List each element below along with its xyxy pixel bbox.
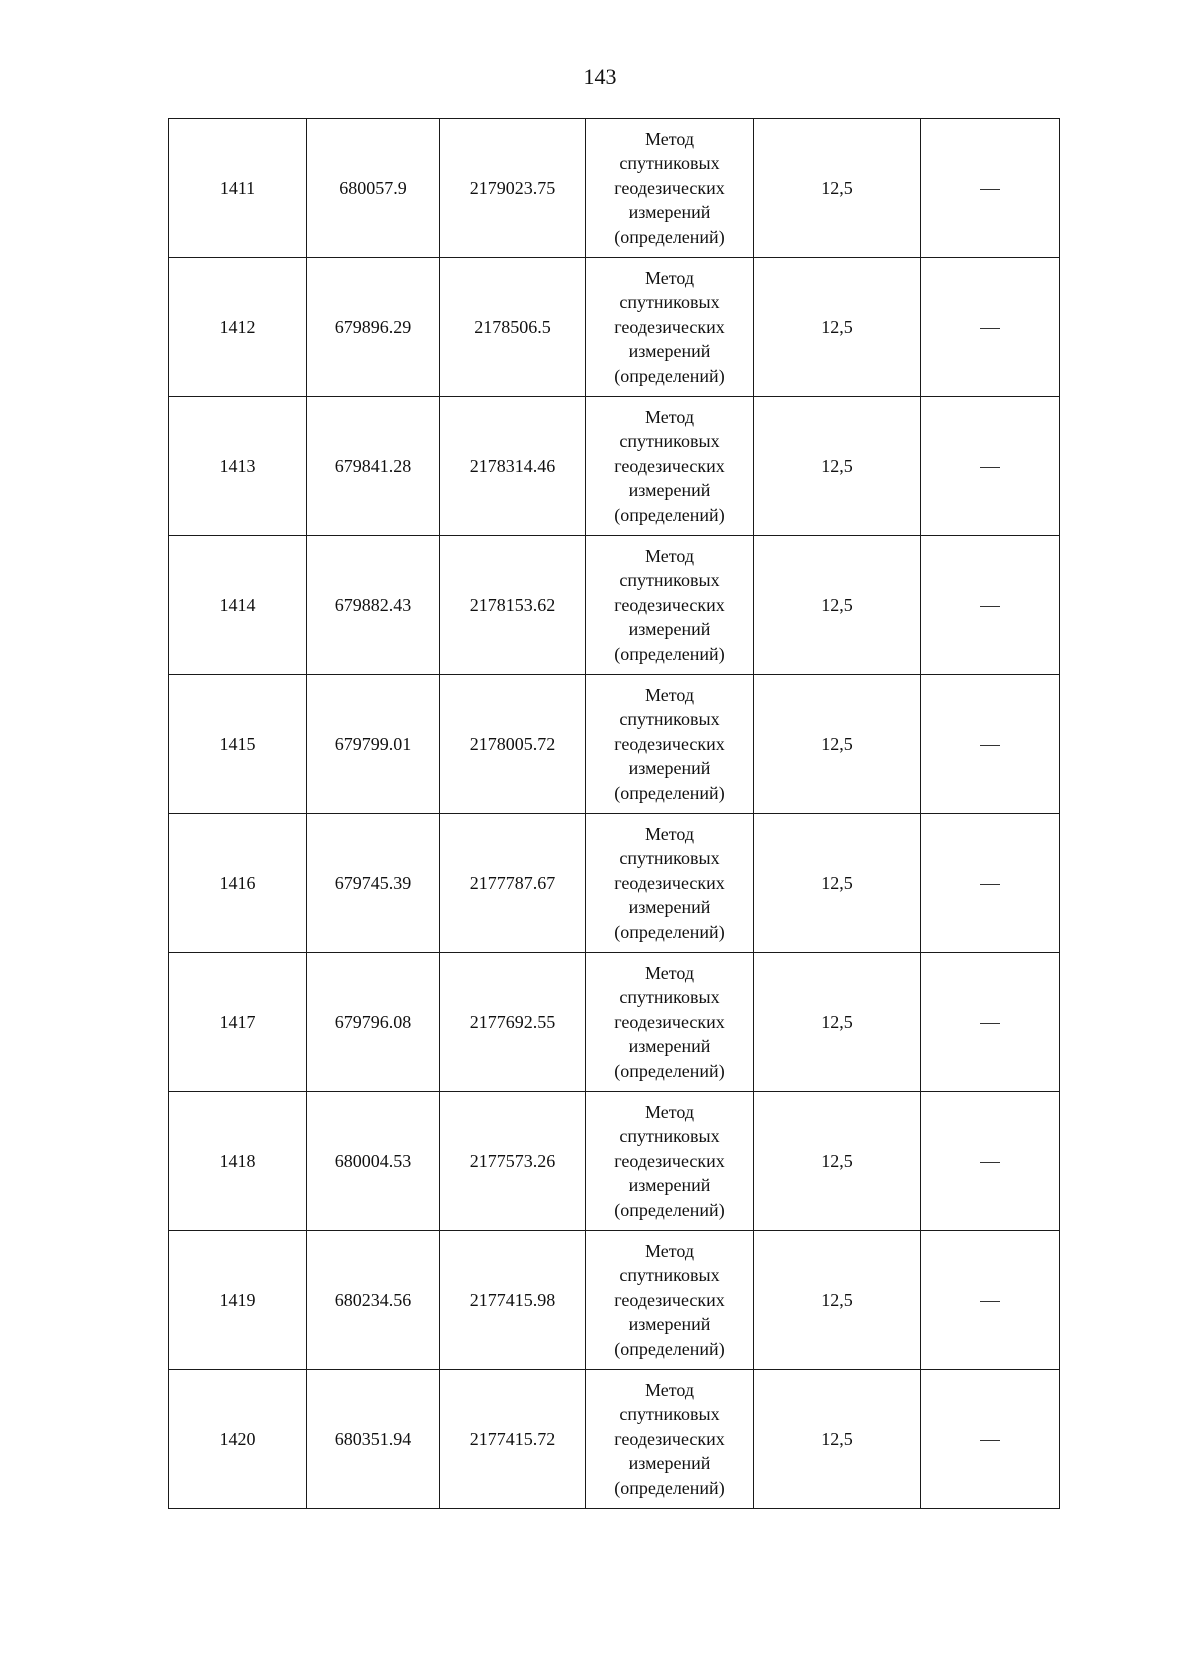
method-cell	[586, 1231, 754, 1370]
y-coordinate-cell: 2178314.46	[440, 397, 586, 536]
accuracy-cell: 12,5	[754, 953, 921, 1092]
method-text-line: Метод	[644, 1240, 695, 1261]
method-text-line: спутниковых	[619, 570, 720, 591]
method-text-line: (определений)	[614, 643, 725, 664]
coordinates-table	[168, 118, 1060, 1509]
table-row	[169, 814, 1060, 953]
point-number-cell: 1411	[169, 119, 307, 258]
dash-mark	[980, 1023, 1000, 1024]
table-row	[169, 258, 1060, 397]
method-text-line: (определений)	[614, 1338, 725, 1359]
method-text-line: спутниковых	[619, 1404, 720, 1425]
method-text-line: спутниковых	[619, 1126, 720, 1147]
table-row	[169, 1092, 1060, 1231]
method-text-line: (определений)	[614, 782, 725, 803]
x-coordinate-cell: 679745.39	[307, 814, 440, 953]
dash-mark	[980, 606, 1000, 607]
x-coordinate-cell: 680057.9	[307, 119, 440, 258]
method-cell	[586, 1092, 754, 1231]
dash-mark	[980, 328, 1000, 329]
y-coordinate-cell: 2178506.5	[440, 258, 586, 397]
table-row	[169, 397, 1060, 536]
method-text-line: спутниковых	[619, 848, 720, 869]
method-text-line: измерений	[628, 1036, 711, 1057]
method-text-line: Метод	[644, 1101, 695, 1122]
method-text-line: измерений	[628, 480, 711, 501]
point-number-cell: 1413	[169, 397, 307, 536]
method-cell	[586, 953, 754, 1092]
method-cell	[586, 814, 754, 953]
method-text-line: (определений)	[614, 1199, 725, 1220]
point-number-cell: 1412	[169, 258, 307, 397]
method-text-line: Метод	[644, 684, 695, 705]
table-row	[169, 119, 1060, 258]
accuracy-cell: 12,5	[754, 814, 921, 953]
point-number-cell: 1414	[169, 536, 307, 675]
y-coordinate-cell: 2177573.26	[440, 1092, 586, 1231]
method-text-line: измерений	[628, 758, 711, 779]
method-text-line: геодезических	[614, 594, 725, 615]
method-text-line: измерений	[628, 1314, 711, 1335]
page-number: 143	[583, 64, 617, 89]
method-text-line: измерений	[628, 1453, 711, 1474]
method-text-line: Метод	[644, 962, 695, 983]
method-text-line: измерений	[628, 619, 711, 640]
method-text-line: спутниковых	[619, 987, 720, 1008]
dash-mark	[980, 467, 1000, 468]
method-text-line: геодезических	[614, 1150, 725, 1171]
table-row	[169, 1370, 1060, 1509]
description-cell	[921, 814, 1060, 953]
method-text-line: геодезических	[614, 316, 725, 337]
accuracy-cell: 12,5	[754, 1092, 921, 1231]
y-coordinate-cell: 2178005.72	[440, 675, 586, 814]
x-coordinate-cell: 679799.01	[307, 675, 440, 814]
x-coordinate-cell: 679896.29	[307, 258, 440, 397]
x-coordinate-cell: 680351.94	[307, 1370, 440, 1509]
accuracy-cell: 12,5	[754, 119, 921, 258]
method-text-line: геодезических	[614, 1289, 725, 1310]
description-cell	[921, 258, 1060, 397]
x-coordinate-cell: 679841.28	[307, 397, 440, 536]
table-body	[169, 119, 1060, 1509]
dash-mark	[980, 1440, 1000, 1441]
description-cell	[921, 1092, 1060, 1231]
method-text-line: спутниковых	[619, 292, 720, 313]
method-cell	[586, 397, 754, 536]
description-cell	[921, 397, 1060, 536]
accuracy-cell: 12,5	[754, 1370, 921, 1509]
method-cell	[586, 536, 754, 675]
method-text-line: спутниковых	[619, 1265, 720, 1286]
method-text-line: (определений)	[614, 504, 725, 525]
y-coordinate-cell: 2177692.55	[440, 953, 586, 1092]
table-row	[169, 536, 1060, 675]
point-number-cell: 1420	[169, 1370, 307, 1509]
description-cell	[921, 536, 1060, 675]
x-coordinate-cell: 680004.53	[307, 1092, 440, 1231]
method-text-line: (определений)	[614, 921, 725, 942]
accuracy-cell: 12,5	[754, 397, 921, 536]
method-text-line: геодезических	[614, 872, 725, 893]
point-number-cell: 1416	[169, 814, 307, 953]
method-text-line: Метод	[644, 545, 695, 566]
method-text-line: измерений	[628, 897, 711, 918]
method-text-line: (определений)	[614, 365, 725, 386]
method-text-line: Метод	[644, 406, 695, 427]
accuracy-cell: 12,5	[754, 536, 921, 675]
dash-mark	[980, 1301, 1000, 1302]
method-text-line: (определений)	[614, 1060, 725, 1081]
y-coordinate-cell: 2179023.75	[440, 119, 586, 258]
x-coordinate-cell: 679796.08	[307, 953, 440, 1092]
description-cell	[921, 119, 1060, 258]
method-text-line: геодезических	[614, 455, 725, 476]
method-text-line: (определений)	[614, 226, 725, 247]
method-text-line: геодезических	[614, 733, 725, 754]
method-text-line: (определений)	[614, 1477, 725, 1498]
description-cell	[921, 1370, 1060, 1509]
point-number-cell: 1415	[169, 675, 307, 814]
y-coordinate-cell: 2178153.62	[440, 536, 586, 675]
method-cell	[586, 119, 754, 258]
point-number-cell: 1417	[169, 953, 307, 1092]
method-text-line: Метод	[644, 267, 695, 288]
method-text-line: измерений	[628, 202, 711, 223]
method-text-line: геодезических	[614, 1011, 725, 1032]
description-cell	[921, 1231, 1060, 1370]
point-number-cell: 1419	[169, 1231, 307, 1370]
method-text-line: измерений	[628, 1175, 711, 1196]
method-cell	[586, 1370, 754, 1509]
y-coordinate-cell: 2177415.72	[440, 1370, 586, 1509]
method-text-line: Метод	[644, 1379, 695, 1400]
point-number-cell: 1418	[169, 1092, 307, 1231]
dash-mark	[980, 189, 1000, 190]
description-cell	[921, 953, 1060, 1092]
x-coordinate-cell: 679882.43	[307, 536, 440, 675]
method-text-line: Метод	[644, 128, 695, 149]
table-row	[169, 1231, 1060, 1370]
table-row	[169, 675, 1060, 814]
method-text-line: геодезических	[614, 177, 725, 198]
accuracy-cell: 12,5	[754, 258, 921, 397]
y-coordinate-cell: 2177415.98	[440, 1231, 586, 1370]
x-coordinate-cell: 680234.56	[307, 1231, 440, 1370]
dash-mark	[980, 745, 1000, 746]
method-cell	[586, 675, 754, 814]
method-text-line: спутниковых	[619, 709, 720, 730]
method-text-line: измерений	[628, 341, 711, 362]
method-cell	[586, 258, 754, 397]
dash-mark	[980, 884, 1000, 885]
table-row	[169, 953, 1060, 1092]
y-coordinate-cell: 2177787.67	[440, 814, 586, 953]
method-text-line: спутниковых	[619, 431, 720, 452]
accuracy-cell: 12,5	[754, 1231, 921, 1370]
accuracy-cell: 12,5	[754, 675, 921, 814]
method-text-line: спутниковых	[619, 153, 720, 174]
method-text-line: геодезических	[614, 1428, 725, 1449]
method-text-line: Метод	[644, 823, 695, 844]
description-cell	[921, 675, 1060, 814]
dash-mark	[980, 1162, 1000, 1163]
